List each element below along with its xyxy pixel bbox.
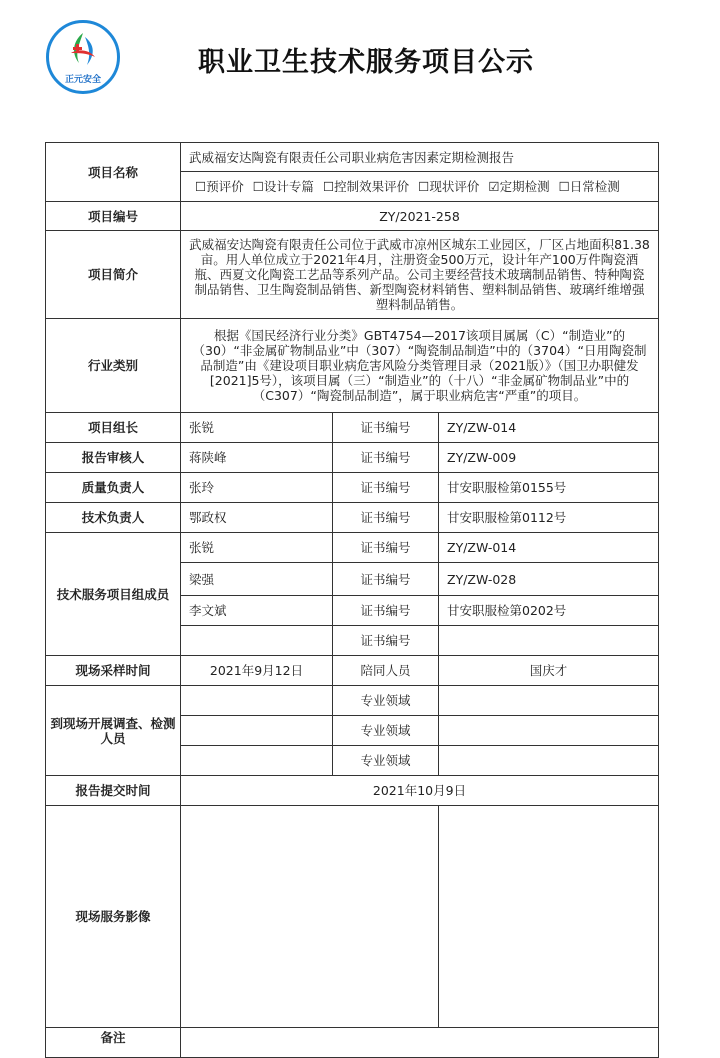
cert-number-label: 证书编号	[333, 533, 439, 563]
member-cert: 甘安职服检第0202号	[439, 596, 659, 626]
members-label: 技术服务项目组成员	[46, 533, 181, 656]
page-title: 职业卫生技术服务项目公示	[198, 47, 534, 78]
industry-label: 行业类别	[46, 319, 181, 413]
leader-name: 张锐	[181, 413, 333, 443]
industry-value: 根据《国民经济行业分类》GBT4754—2017该项目属属（C）“制造业”的（30）“非金属矿物制品业”中（307）“陶瓷制品制造”中的（3704）“日用陶瓷制品制造”由《建设项目职业病危害风险分类管理目录（2021版）》（国卫办职健发[2021]5号），该项目属（三）“制造业”的（十八）“非金属矿物制品业”中的（C307）“陶瓷制品制造”，属于职业病危害“严重”的项目。	[181, 319, 659, 413]
submit-time-label: 报告提交时间	[46, 776, 181, 806]
option-control-effect: ☐控制效果评价	[322, 179, 410, 194]
quality-name: 张玲	[181, 473, 333, 503]
field-label: 专业领域	[333, 686, 439, 716]
tech-label: 技术负责人	[46, 503, 181, 533]
onsite-staff-name	[181, 686, 333, 716]
sampling-date: 2021年9月12日	[181, 656, 333, 686]
cert-number-label: 证书编号	[333, 503, 439, 533]
project-number-label: 项目编号	[46, 202, 181, 231]
onsite-staff-field	[439, 746, 659, 776]
page-header	[0, 0, 720, 130]
site-image-slot	[181, 806, 439, 1028]
company-logo	[46, 20, 120, 94]
member-name: 梁强	[181, 563, 333, 596]
option-design-special: ☐设计专篇	[252, 179, 314, 194]
remark-label: 备注	[46, 1028, 181, 1058]
quality-cert: 甘安职服检第0155号	[439, 473, 659, 503]
site-images-label: 现场服务影像	[46, 806, 181, 1028]
disclosure-table	[45, 142, 659, 1058]
cert-number-label: 证书编号	[333, 596, 439, 626]
option-periodic-detection: ☑定期检测	[488, 179, 550, 194]
cert-number-label: 证书编号	[333, 413, 439, 443]
onsite-staff-field	[439, 686, 659, 716]
reviewer-name: 蒋陕峰	[181, 443, 333, 473]
onsite-staff-name	[181, 716, 333, 746]
field-label: 专业领域	[333, 746, 439, 776]
option-daily-detection: ☐日常检测	[558, 179, 620, 194]
member-name	[181, 626, 333, 656]
member-name: 张锐	[181, 533, 333, 563]
onsite-staff-name	[181, 746, 333, 776]
option-status-evaluation: ☐现状评价	[418, 179, 480, 194]
project-number-value: ZY/2021-258	[181, 202, 659, 231]
member-name: 李文斌	[181, 596, 333, 626]
member-cert: ZY/ZW-028	[439, 563, 659, 596]
sampling-time-label: 现场采样时间	[46, 656, 181, 686]
project-name-label: 项目名称	[46, 143, 181, 202]
option-pre-evaluation: ☐预评价	[195, 179, 244, 194]
project-intro-label: 项目简介	[46, 231, 181, 319]
cert-number-label: 证书编号	[333, 443, 439, 473]
project-name-value: 武威福安达陶瓷有限责任公司职业病危害因素定期检测报告	[181, 143, 659, 172]
member-cert: ZY/ZW-014	[439, 533, 659, 563]
cert-number-label: 证书编号	[333, 563, 439, 596]
onsite-staff-field	[439, 716, 659, 746]
reviewer-label: 报告审核人	[46, 443, 181, 473]
quality-label: 质量负责人	[46, 473, 181, 503]
field-label: 专业领域	[333, 716, 439, 746]
onsite-staff-label: 到现场开展调查、检测人员	[46, 686, 181, 776]
tech-name: 鄂政权	[181, 503, 333, 533]
project-type-options	[181, 172, 659, 202]
companion-name: 国庆才	[439, 656, 659, 686]
companion-label: 陪同人员	[333, 656, 439, 686]
leader-label: 项目组长	[46, 413, 181, 443]
project-intro-value: 武威福安达陶瓷有限责任公司位于武威市凉州区城东工业园区，厂区占地面积81.38亩。用人单位成立于2021年4月，注册资金500万元，设计年产100万件陶瓷酒瓶、西夏文化陶瓷工艺品等系列产品。公司主要经营技术玻璃制品销售、特种陶瓷制品销售、卫生陶瓷制品销售、新型陶瓷材料销售、塑料制品销售、玻璃纤维增强塑料制品销售。	[181, 231, 659, 319]
submit-date: 2021年10月9日	[181, 776, 659, 806]
leader-cert: ZY/ZW-014	[439, 413, 659, 443]
remark-value	[181, 1028, 659, 1058]
site-image-slot	[439, 806, 659, 1028]
cert-number-label: 证书编号	[333, 473, 439, 503]
cert-number-label: 证书编号	[333, 626, 439, 656]
reviewer-cert: ZY/ZW-009	[439, 443, 659, 473]
logo-text: 正元安全	[64, 75, 101, 85]
member-cert	[439, 626, 659, 656]
tech-cert: 甘安职服检第0112号	[439, 503, 659, 533]
